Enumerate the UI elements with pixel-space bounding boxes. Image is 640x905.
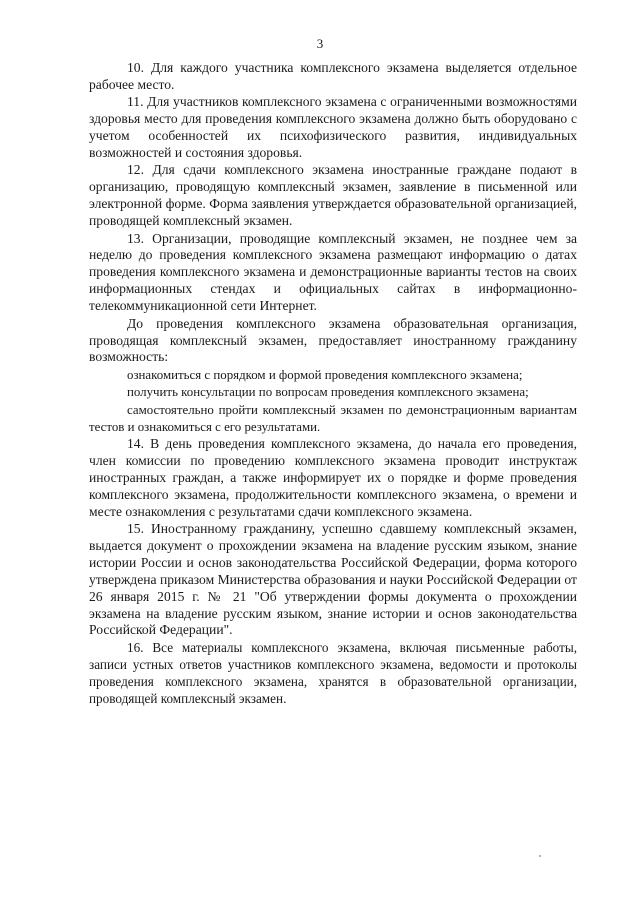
page-number: 3 [316,36,324,51]
paragraph-12: 12. Для сдачи комплексного экзамена иностранные граждане подают в организацию, проводящую комплексный экзамен, заявление в письменной или электронной форме. Форма заявления утверждается образовательной организацией, проводящей комплексный экзамен. [89,162,577,229]
paragraph-10: 10. Для каждого участника комплексного экзамена выделяется отдельное рабочее место. [89,60,577,92]
paragraph-16: 16. Все материалы комплексного экзамена, включая письменные работы, записи устных ответов участников комплексного экзамена, ведомости и протоколы проведения комплексного экзамена, хранятся в образовательной организации, проводящей комплексный экзамен. [89,639,577,706]
list-item-consultation: получить консультации по вопросам проведения комплексного экзамена; [127,385,529,400]
paragraph-11: 11. Для участников комплексного экзамена с ограниченными возможностями здоровья место для проведения комплексного экзамена должно быть оборудовано с учетом особенностей их психофизического развития, индивидуальных возможностей и состояния здоровья. [89,94,577,161]
scan-speck [539,855,541,857]
document-body [89,60,577,707]
paragraph-14: 14. В день проведения комплексного экзамена, до начала его проведения, член комиссии по проведению комплексного экзамена проводит инструктаж иностранных граждан, а также информирует их о порядке и форме проведения комплексного экзамена, продолжительности комплексного экзамена, о времени и месте ознакомления с результатами сдачи комплексного экзамена. [89,435,577,519]
list-item-self-test: самостоятельно пройти комплексный экзамен по демонстрационным вариантам тестов и ознакомиться с его результатами. [89,402,577,434]
paragraph-13-possibilities: До проведения комплексного экзамена образовательная организация, проводящая комплексный экзамен, предоставляет иностранному гражданину возможность: [89,315,577,365]
list-item-familiarize: ознакомиться с порядком и формой проведения комплексного экзамена; [127,367,523,382]
paragraph-13: 13. Организации, проводящие комплексный экзамен, не позднее чем за неделю до проведения комплексного экзамена размещают информацию о датах проведения комплексного экзамена и демонстрационные варианты тестов на своих информационных стендах и официальных сайтах в информационно-телекоммуникационной сети Интернет. [89,230,577,314]
paragraph-15: 15. Иностранному гражданину, успешно сдавшему комплексный экзамен, выдается документ о прохождении экзамена на владение русским языком, знание истории России и основ законодательства Российской Федерации, форма которого утверждена приказом Министерства образования и науки Российской Федерации от 26 января 2015 г. № 21 "Об утверждении формы документа о прохождении экзамена на владение русским языком, знание истории и основ законодательства Российской Федерации". [89,520,577,638]
